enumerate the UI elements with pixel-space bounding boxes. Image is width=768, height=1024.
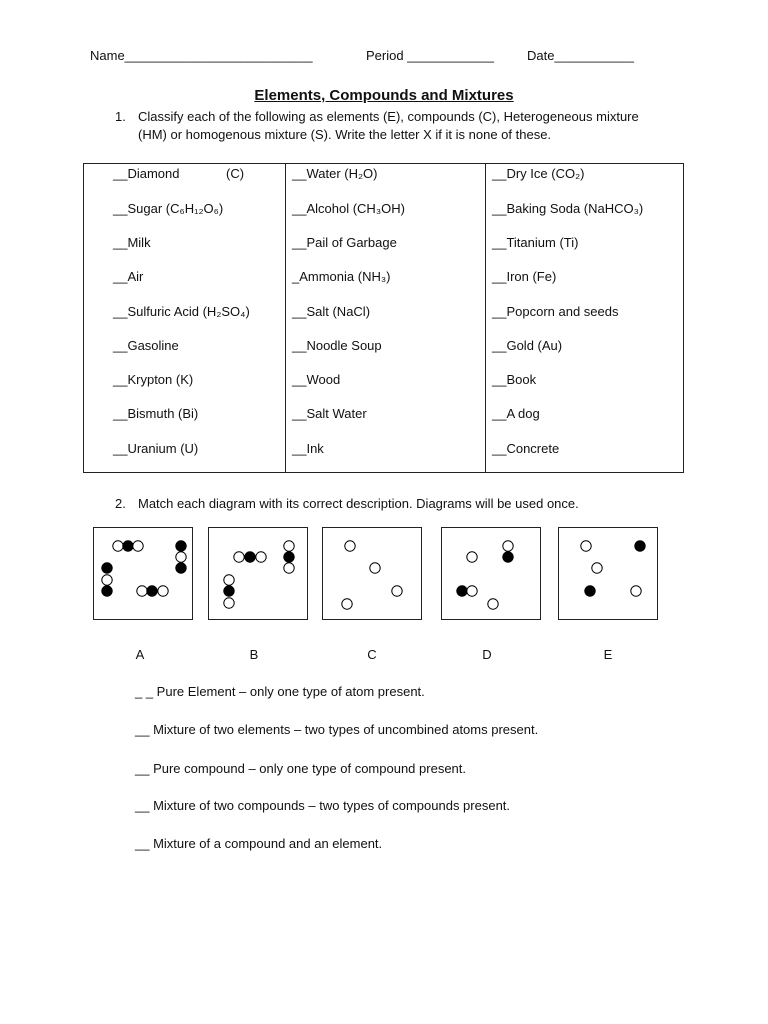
page-title: Elements, Compounds and Mixtures [254, 87, 514, 104]
diagram-e-atoms [559, 528, 659, 621]
table-item[interactable]: __Titanium (Ti) [492, 235, 579, 250]
table-item[interactable]: __Salt (NaCl) [292, 304, 371, 319]
table-item[interactable]: __Air [113, 269, 144, 284]
question2-text: Match each diagram with its correct description. Diagrams will be used once. [138, 496, 579, 511]
table-item[interactable]: __A dog [492, 406, 540, 421]
table-column-2 [285, 164, 486, 472]
table-item[interactable]: __Wood [292, 372, 341, 387]
diagram-c-atoms [323, 528, 423, 621]
diagram-label-a: A [135, 647, 145, 662]
table-item[interactable]: __Concrete [492, 441, 560, 456]
diagram-e [558, 527, 658, 620]
question1-number: 1. [115, 109, 126, 124]
question2-number: 2. [115, 496, 126, 511]
match-item-mixture-elements[interactable]: __ Mixture of two elements – two types of uncombined atoms present. [135, 722, 539, 737]
table-item[interactable]: __Ink [292, 441, 324, 456]
diagram-b [208, 527, 308, 620]
table-item-answer: (C) [226, 166, 245, 181]
match-item-pure-element[interactable]: _ _ Pure Element – only one type of atom present. [135, 684, 425, 699]
table-item[interactable]: __Diamond [113, 166, 180, 181]
diagram-b-atoms [209, 528, 309, 621]
diagram-label-b: B [249, 647, 259, 662]
table-item[interactable]: _Ammonia (NH₃) [292, 269, 391, 284]
table-item[interactable]: __Iron (Fe) [492, 269, 557, 284]
table-item[interactable]: __Bismuth (Bi) [113, 406, 199, 421]
table-item[interactable]: __Popcorn and seeds [492, 304, 619, 319]
diagram-a-atoms [94, 528, 194, 621]
diagram-label-e: E [603, 647, 613, 662]
name-field[interactable]: Name__________________________ [90, 48, 313, 63]
table-column-1 [84, 164, 285, 472]
question1-text-line1: Classify each of the following as elements (E), compounds (C), Heterogeneous mixture [138, 109, 639, 124]
question1-text-line2: (HM) or homogenous mixture (S). Write the letter X if it is none of these. [138, 127, 552, 142]
period-field[interactable]: Period ____________ [366, 48, 494, 63]
table-item[interactable]: __Gold (Au) [492, 338, 563, 353]
table-item[interactable]: __Dry Ice (CO₂) [492, 166, 585, 181]
match-item-pure-compound[interactable]: __ Pure compound – only one type of compound present. [135, 761, 466, 776]
diagram-d-atoms [442, 528, 542, 621]
table-item[interactable]: __Water (H₂O) [292, 166, 378, 181]
match-item-mixture-compounds[interactable]: __ Mixture of two compounds – two types of compounds present. [135, 798, 511, 813]
table-item[interactable]: __Sulfuric Acid (H₂SO₄) [113, 304, 250, 319]
table-item[interactable]: __Uranium (U) [113, 441, 199, 456]
match-item-compound-and-element[interactable]: __ Mixture of a compound and an element. [135, 836, 383, 851]
table-item[interactable]: __Milk [113, 235, 151, 250]
table-item[interactable]: __Noodle Soup [292, 338, 382, 353]
table-item[interactable]: __Pail of Garbage [292, 235, 397, 250]
table-item[interactable]: __Alcohol (CH₃OH) [292, 201, 405, 216]
diagram-a [93, 527, 193, 620]
diagram-label-c: C [367, 647, 377, 662]
table-item[interactable]: __Salt Water [292, 406, 367, 421]
diagram-label-d: D [482, 647, 492, 662]
table-item[interactable]: __Gasoline [113, 338, 179, 353]
table-item[interactable]: __Book [492, 372, 537, 387]
table-column-3 [485, 164, 684, 472]
date-field[interactable]: Date___________ [527, 48, 634, 63]
classification-table [83, 163, 684, 473]
table-item[interactable]: __Baking Soda (NaHCO₃) [492, 201, 644, 216]
table-item[interactable]: __Krypton (K) [113, 372, 194, 387]
diagram-c [322, 527, 422, 620]
diagram-d [441, 527, 541, 620]
table-item[interactable]: __Sugar (C₆H₁₂O₆) [113, 201, 224, 216]
